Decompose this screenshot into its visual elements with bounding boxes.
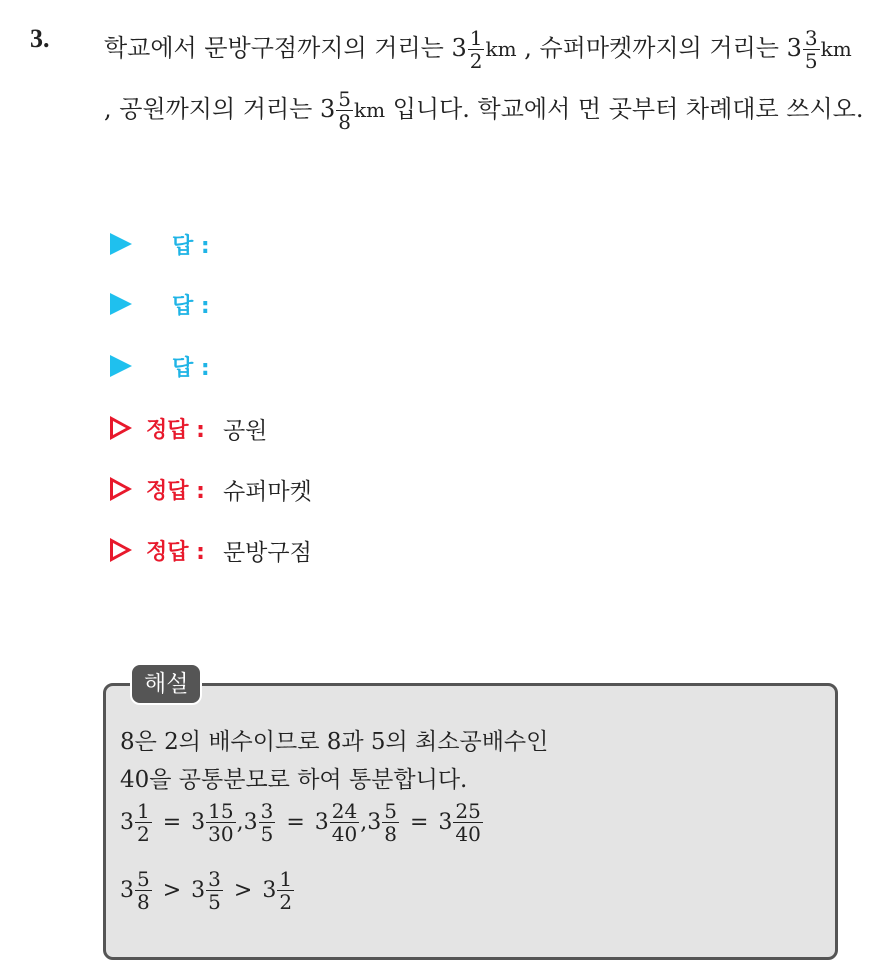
answer-label: 답 : — [172, 355, 210, 381]
answer-row-3[interactable] — [110, 346, 210, 386]
play-triangle-icon — [110, 355, 132, 377]
unit-km: km — [354, 98, 386, 122]
explanation-line-2: 40을 공통분모로 하여 통분합니다. — [120, 767, 468, 793]
answer-row-1[interactable] — [110, 224, 210, 264]
outline-triangle-icon — [110, 416, 132, 440]
correct-label: 정답 : — [146, 417, 205, 443]
correct-row-3 — [110, 530, 312, 570]
unit-km: km — [820, 37, 852, 61]
unit-km: km — [485, 37, 517, 61]
question-part-2: , 슈퍼마켓까지의 거리는 — [516, 34, 787, 62]
question-text — [104, 18, 864, 140]
question-part-1: 학교에서 문방구점까지의 거리는 — [104, 34, 452, 62]
correct-value: 문방구점 — [222, 539, 312, 566]
mixed-fraction-2: 3 $\frac{3}{5}$ — [786, 26, 818, 73]
answer-row-2[interactable] — [110, 284, 210, 324]
explanation-line-1: 8은 2의 배수이므로 8과 5의 최소공배수인 — [120, 729, 549, 755]
question-part-4: 입니다. 학교에서 먼 곳부터 차례대로 쓰시오. — [385, 95, 864, 123]
correct-value: 슈퍼마켓 — [222, 478, 312, 505]
mixed-fraction-1: 3 $\frac{1}{2}$ — [451, 26, 483, 73]
play-triangle-icon — [110, 293, 132, 315]
mixed-fraction-3: 3 $\frac{5}{8}$ — [320, 87, 352, 134]
explanation-equation: 3 $\frac{1}{2}$ = 3 $\frac{15}{30}$ , 3 $\frac{3}{5}$ = 3 $\frac{24}{40}$ , 3 $\frac{5}{8}$ = 3 $\frac{25}{40}$ — [120, 799, 481, 846]
outline-triangle-icon — [110, 477, 132, 501]
answer-label: 답 : — [172, 293, 210, 319]
explanation-tab: 해설 — [130, 663, 202, 705]
explanation-inequality: 3 $\frac{5}{8}$ > 3 $\frac{3}{5}$ > 3 $\frac{1}{2}$ — [120, 867, 293, 914]
outline-triangle-icon — [110, 538, 132, 562]
play-triangle-icon — [110, 233, 132, 255]
question-number: 3. — [30, 24, 50, 53]
correct-row-1 — [110, 408, 267, 448]
answer-label: 답 : — [172, 233, 210, 259]
correct-label: 정답 : — [146, 478, 205, 504]
correct-value: 공원 — [222, 417, 268, 444]
correct-label: 정답 : — [146, 539, 205, 565]
correct-row-2 — [110, 469, 312, 509]
question-part-3: , 공원까지의 거리는 — [104, 95, 320, 123]
